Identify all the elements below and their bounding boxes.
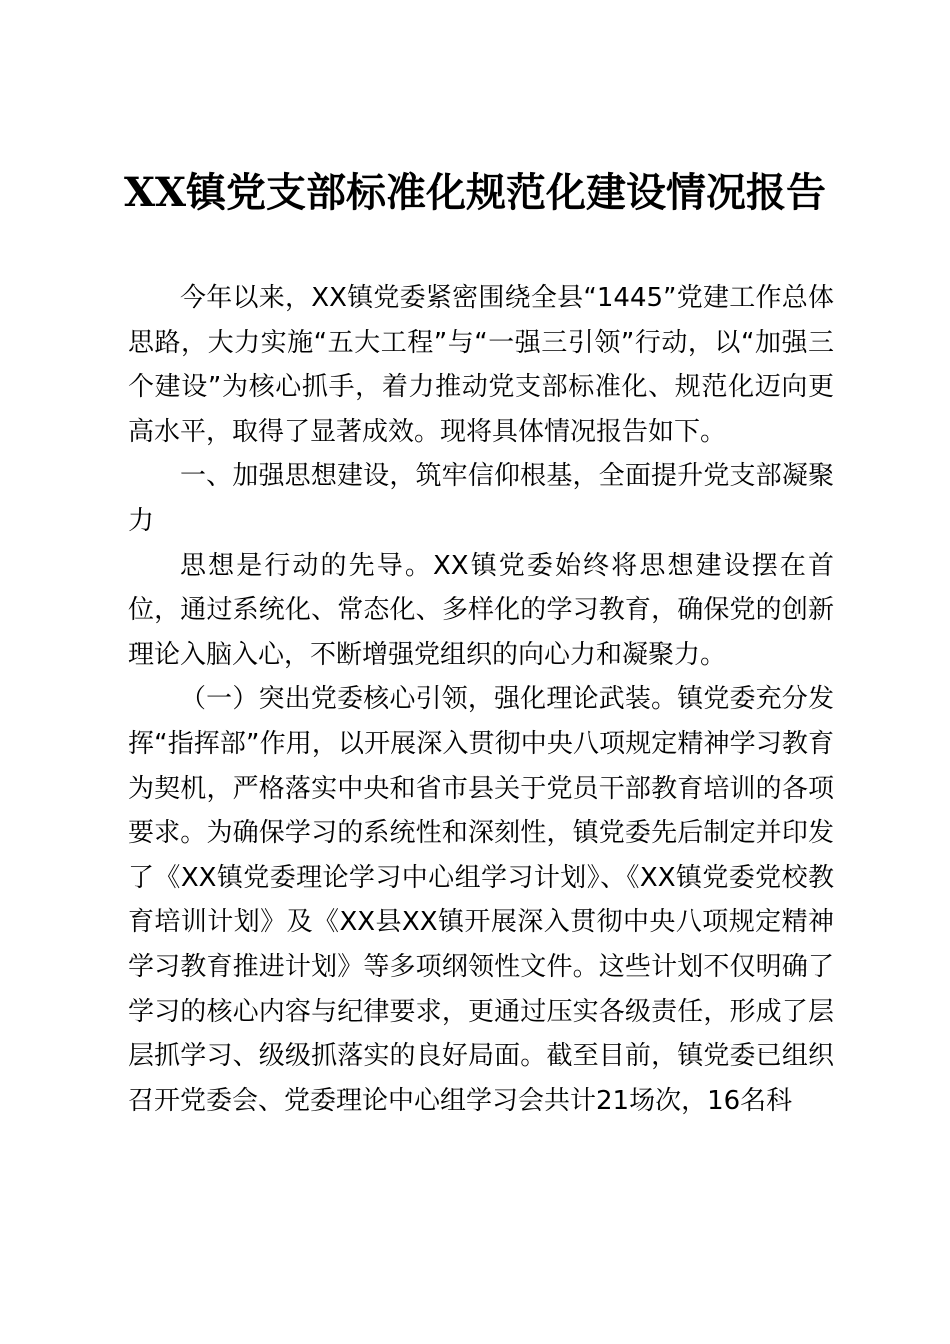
- section-intro-paragraph: 思想是行动的先导。XX镇党委始终将思想建设摆在首位，通过系统化、常态化、多样化的学习教育，确保党的创新理论入脑入心，不断增强党组织的向心力和凝聚力。: [128, 550, 834, 670]
- subsection-paragraph: （一）突出党委核心引领，强化理论武装。镇党委充分发挥“指挥部”作用，以开展深入贯彻中央八项规定精神学习教育为契机，严格落实中央和省市县关于党员干部教育培训的各项要求。为确保学习的系统性和深刻性，镇党委先后制定并印发了《XX镇党委理论学习中心组学习计划》、《XX镇党委党校教育培训计划》及《XX县XX镇开展深入贯彻中央八项规定精神学习教育推进计划》等多项纲领性文件。这些计划不仅明确了学习的核心内容与纪律要求，更通过压实各级责任，形成了层层抓学习、级级抓落实的良好局面。截至目前，镇党委已组织召开党委会、党委理论中心组学习会共计21场次，16名科: [128, 684, 834, 1116]
- document-title: XX镇党支部标准化规范化建设情况报告: [123, 169, 827, 216]
- section-heading: 一、加强思想建设，筑牢信仰根基，全面提升党支部凝聚力: [128, 461, 834, 536]
- intro-paragraph: 今年以来，XX镇党委紧密围绕全县“1445”党建工作总体思路，大力实施“五大工程”与“一强三引领”行动，以“加强三个建设”为核心抓手，着力推动党支部标准化、规范化迈向更高水平，取得了显著成效。现将具体情况报告如下。: [128, 283, 834, 447]
- document-body: [128, 276, 834, 1123]
